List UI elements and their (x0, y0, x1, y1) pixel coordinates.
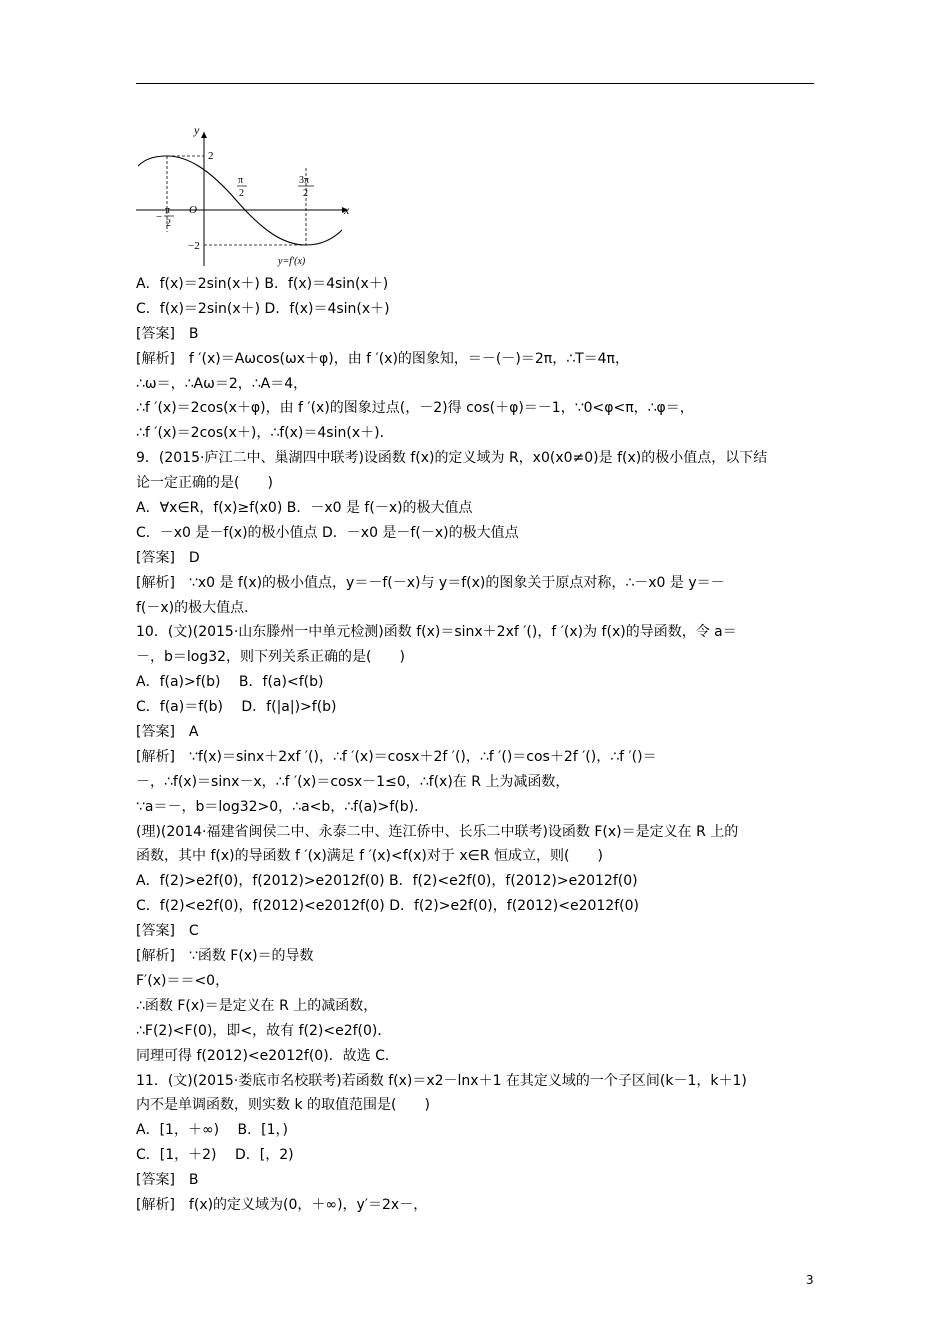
text-line: －，b＝log32，则下列关系正确的是( ) (136, 649, 405, 666)
text-line: [答案] A (136, 724, 199, 741)
text-line: C．－x0 是－f(x)的极小值点 D．－x0 是－f(－x)的极大值点 (136, 524, 519, 541)
text-line: －，∴f(x)＝sinx－x，∴f ′(x)＝cosx－1≤0，∴f(x)在 R 上为减函数， (136, 773, 570, 790)
text-line: 论一定正确的是( ) (136, 475, 273, 492)
text-line: C．f(x)＝2sin(x＋) D．f(x)＝4sin(x＋) (136, 300, 390, 317)
origin-label: O (189, 204, 197, 216)
text-line: [答案] C (136, 923, 199, 940)
text-line: 函数，其中 f(x)的导函数 f ′(x)满足 f ′(x)<f(x)对于 x∈R 恒成立，则( ) (136, 848, 603, 865)
text-line: A．[1，＋∞) B．[1，) (136, 1122, 288, 1139)
text-line: f(－x)的极大值点． (136, 599, 259, 616)
y-max-label: 2 (208, 150, 214, 162)
text-line: A．f(a)>f(b) B．f(a)<f(b) (136, 674, 324, 691)
text-line: F′(x)＝＝<0， (136, 972, 230, 989)
header-rule (136, 83, 814, 84)
text-line: ∴f ′(x)＝2cos(x＋)，∴f(x)＝4sin(x＋)． (136, 425, 394, 442)
y-min-label: −2 (188, 240, 200, 252)
text-line: [答案] B (136, 1172, 199, 1189)
text-line: [解析] ∵函数 F(x)＝的导数 (136, 948, 314, 965)
text-line: [解析] ∵x0 是 f(x)的极小值点，y＝－f(－x)与 y＝f(x)的图象关于原点对称，∴－x0 是 y＝－ (136, 574, 725, 591)
text-line: 9．(2015·庐江二中、巢湖四中联考)设函数 f(x)的定义域为 R，x0(x0≠0)是 f(x)的极小值点，以下结 (136, 450, 768, 467)
text-line: ∴ω＝，∴Aω＝2，∴A＝4， (136, 375, 308, 392)
text-body (136, 272, 816, 1218)
text-line: A．∀x∈R，f(x)≥f(x0) B．－x0 是 f(－x)的极大值点 (136, 500, 473, 517)
x-axis-label: x (344, 203, 350, 217)
neg-pi-half-minus: − (156, 211, 163, 223)
text-line: 同理可得 f(2012)<e2012f(0)．故选 C． (136, 1047, 399, 1064)
derivative-graph (128, 120, 368, 270)
text-line: [解析] ∵f(x)＝sinx＋2xf ′()，∴f ′(x)＝cosx＋2f ′()，∴f ′()＝cos＋2f ′()，∴f ′()＝ (136, 748, 657, 765)
text-line: (理)(2014·福建省闽侯二中、永泰二中、连江侨中、长乐二中联考)设函数 F(x)＝是定义在 R 上的 (136, 823, 739, 840)
text-line: C．f(a)＝f(b) D．f(|a|)>f(b) (136, 699, 337, 716)
text-line: ∴f ′(x)＝2cos(x＋φ)，由 f ′(x)的图象过点(，－2)得 cos(＋φ)＝－1，∵0<φ<π，∴φ＝， (136, 400, 694, 417)
text-line: C．[1，＋2) D．[，2) (136, 1147, 294, 1164)
text-line: ∵a＝－，b＝log32>0，∴a<b，∴f(a)>f(b)． (136, 798, 429, 815)
text-line: A．f(2)>e2f(0)，f(2012)>e2012f(0) B．f(2)<e2f(0)，f(2012)>e2012f(0) (136, 873, 638, 890)
text-line: [解析] f(x)的定义域为(0，＋∞)，y′＝2x－， (136, 1196, 428, 1213)
text-line: 11．(文)(2015·娄底市名校联考)若函数 f(x)＝x2－lnx＋1 在其定义域的一个子区间(k－1，k＋1) (136, 1072, 747, 1089)
neg-pi-half-num: π (165, 205, 171, 216)
text-line: ∴F(2)<F(0)，即<，故有 f(2)<e2f(0)． (136, 1022, 392, 1039)
neg-pi-half-den: 2 (166, 218, 171, 229)
text-line: [答案] D (136, 549, 200, 566)
text-line: A．f(x)＝2sin(x＋) B．f(x)＝4sin(x＋) (136, 276, 389, 292)
text-line: 10．(文)(2015·山东滕州一中单元检测)函数 f(x)＝sinx＋2xf ′()，f ′(x)为 f(x)的导函数，令 a＝ (136, 624, 737, 641)
three-pi-half-num: 3π (299, 175, 310, 186)
text-line: [解析] f ′(x)＝Aωcos(ωx＋φ)，由 f ′(x)的图象知，＝－(－)＝2π，∴T＝4π， (136, 350, 629, 367)
pi-half-den: 2 (239, 188, 244, 199)
curve-label: y=f′(x) (278, 256, 306, 267)
text-line: 内不是单调函数，则实数 k 的取值范围是( ) (136, 1097, 430, 1114)
y-axis-label: y (194, 123, 200, 137)
cosine-curve (138, 156, 342, 245)
three-pi-half-den: 2 (303, 188, 308, 199)
text-line: ∴函数 F(x)＝是定义在 R 上的减函数， (136, 997, 378, 1014)
pi-half-num: π (238, 175, 244, 186)
text-line: C．f(2)<e2f(0)，f(2012)<e2012f(0) D．f(2)>e2f(0)，f(2012)<e2012f(0) (136, 898, 639, 915)
page-number: 3 (806, 1273, 814, 1287)
text-line: [答案] B (136, 325, 199, 342)
